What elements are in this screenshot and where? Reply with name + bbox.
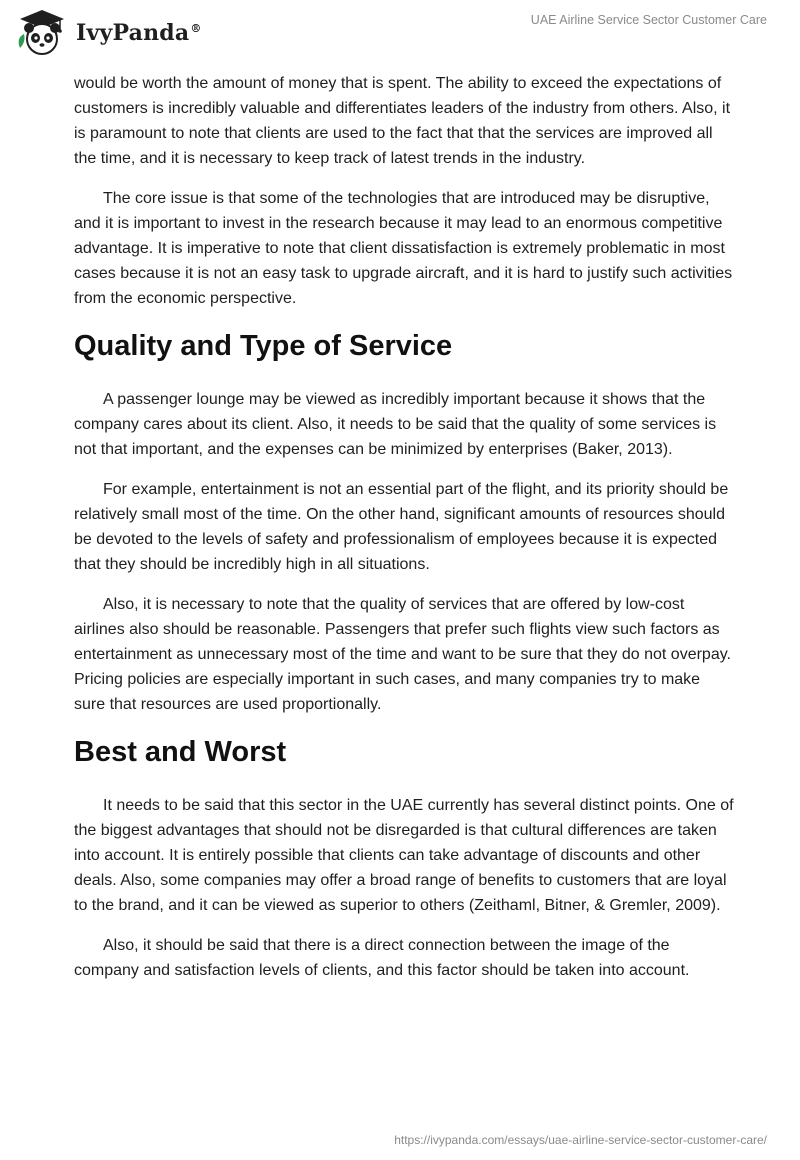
section-heading-quality: Quality and Type of Service: [74, 330, 453, 362]
ivypanda-logo[interactable]: [14, 8, 202, 58]
paragraph: Also, it is necessary to note that the quality of services that are offered by low-cost airlines also should be reasonable. Passengers that prefer such flights view such factors as entertainment as unnecessary most of the time and want to be sure that they do not overpay. Pricing policies are especially important in such cases, and many companies try to make sure that resources are used proportionally.: [74, 596, 731, 713]
page-header: [0, 0, 800, 66]
paragraph: A passenger lounge may be viewed as incredibly important because it shows that the company cares about its client. Also, it needs to be said that the quality of some services is not that important, and the expenses can be minimized by enterprises (Baker, 2013).: [74, 391, 717, 458]
paragraph: Also, it should be said that there is a direct connection between the image of the company and satisfaction levels of clients, and this factor should be taken into account.: [74, 937, 690, 979]
source-url[interactable]: https://ivypanda.com/essays/uae-airline-service-sector-customer-care/: [394, 1133, 767, 1147]
brand-name: IvyPanda®: [76, 20, 202, 46]
panda-graduate-icon: [14, 8, 70, 58]
paragraph: For example, entertainment is not an essential part of the flight, and its priority should be relatively small most of the time. On the other hand, significant amounts of resources should be devoted to the levels of safety and professionalism of employees because it is expected that they should be incredibly high in all situations.: [74, 481, 729, 573]
registered-mark: ®: [190, 21, 202, 35]
essay-body: [74, 71, 734, 998]
paragraph: The core issue is that some of the technologies that are introduced may be disruptive, and it is important to invest in the research because it may lead to an enormous competitive advantage. It is imperative to note that client dissatisfaction is extremely problematic in most cases because it is not an easy task to upgrade aircraft, and it is hard to justify such activities from the economic perspective.: [74, 190, 733, 307]
document-title: UAE Airline Service Sector Customer Care: [530, 13, 767, 27]
paragraph: would be worth the amount of money that is spent. The ability to exceed the expectations of customers is incredibly valuable and differentiates leaders of the industry from others. Also, it is paramount to note that clients are used to the fact that that the services are improved all the time, and it is necessary to keep track of latest trends in the industry.: [74, 75, 731, 167]
section-heading-best-worst: Best and Worst: [74, 736, 287, 768]
paragraph: It needs to be said that this sector in the UAE currently has several distinct points. One of the biggest advantages that should not be disregarded is that cultural differences are taken into account. It is entirely possible that clients can take advantage of discounts and other deals. Also, some companies may offer a broad range of benefits to customers that are loyal to the brand, and it can be viewed as superior to others (Zeithaml, Bitner, & Gremler, 2009).: [74, 797, 734, 914]
